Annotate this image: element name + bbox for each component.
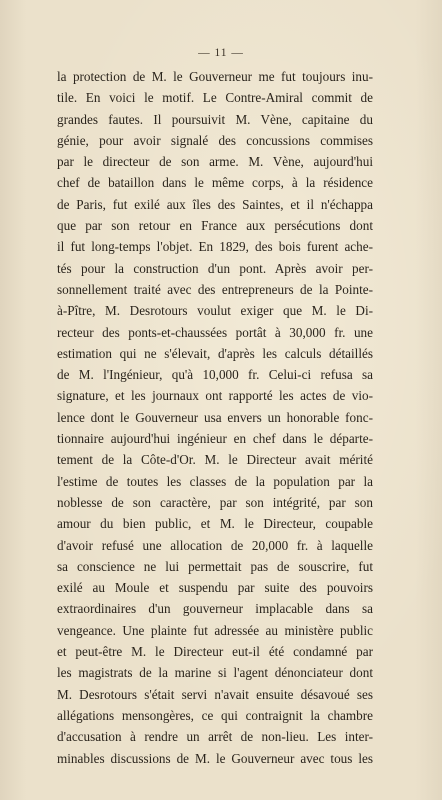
text-line: amour du bien public, et M. le Directeur, coupable	[57, 516, 373, 532]
text-line: allégations mensongères, ce qui contraignit la chambre	[57, 707, 373, 723]
text-line: la protection de M. le Gouverneur me fut toujours inu-	[57, 69, 373, 84]
text-line: tile. En voici le motif. Le Contre-Amiral commit de	[57, 90, 373, 106]
text-line: recteur des ponts-et-chaussées portât à 30,000 fr. une	[57, 324, 373, 340]
page-number: — 11 —	[198, 47, 244, 59]
text-line: à-Pître, M. Desrotours voulut exiger que M. le Di-	[57, 303, 373, 319]
text-line: tement de la Côte-d'Or. M. le Directeur avait mérité	[57, 452, 373, 468]
text-line: minables discussions de M. le Gouverneur avec tous les	[57, 750, 373, 766]
text-line: lence dont le Gouverneur usa envers un honorable fonc-	[57, 409, 373, 425]
text-line: d'avoir refusé une allocation de 20,000 fr. à laquelle	[57, 537, 373, 553]
text-line: par le directeur de son arme. M. Vène, aujourd'hui	[57, 154, 373, 170]
text-line: d'accusation à rendre un arrêt de non-lieu. Les inter-	[57, 729, 373, 745]
text-line: extraordinaires d'un gouverneur implacable dans sa	[57, 601, 373, 617]
text-line: vengeance. Une plainte fut adressée au ministère public	[57, 622, 373, 638]
text-line: estimation qui ne s'élevait, d'après les calculs détaillés	[57, 345, 373, 361]
text-line: l'estime de toutes les classes de la population par la	[57, 473, 373, 489]
text-line: les magistrats de la marine si l'agent dénonciateur dont	[57, 665, 373, 681]
text-line: de M. l'Ingénieur, qu'à 10,000 fr. Celui-ci refusa sa	[57, 367, 373, 383]
text-line: exilé au Moule et suspendu par suite des pouvoirs	[57, 580, 373, 596]
text-line: génie, pour avoir signalé des concussions commises	[57, 132, 373, 148]
text-line: M. Desrotours s'était servi n'avait ensuite désavoué ses	[57, 686, 373, 702]
text-line: grandes fautes. Il poursuivit M. Vène, capitaine du	[57, 111, 373, 127]
text-line: chef de bataillon dans le même corps, à la résidence	[57, 175, 373, 191]
text-line: sa conscience ne lui permettait pas de souscrire, fut	[57, 558, 373, 574]
text-line: il fut long-temps l'objet. En 1829, des bois furent ache-	[57, 239, 373, 255]
text-line: et peut-être M. le Directeur eut-il été condamné par	[57, 644, 373, 660]
text-line: tés pour la construction d'un pont. Après avoir per-	[57, 260, 373, 276]
text-line: que par son retour en France aux persécutions dont	[57, 218, 373, 234]
text-line: de Paris, fut exilé aux îles des Saintes, et il n'échappa	[57, 196, 373, 212]
text-line: noblesse de son caractère, par son intégrité, par son	[57, 494, 373, 510]
body-text	[57, 66, 373, 769]
text-line: sonnellement traité avec des entrepreneurs de la Pointe-	[57, 281, 373, 297]
text-line: tionnaire aujourd'hui ingénieur en chef dans le départe-	[57, 431, 373, 447]
text-line: signature, et les journaux ont rapporté les actes de vio-	[57, 388, 373, 404]
